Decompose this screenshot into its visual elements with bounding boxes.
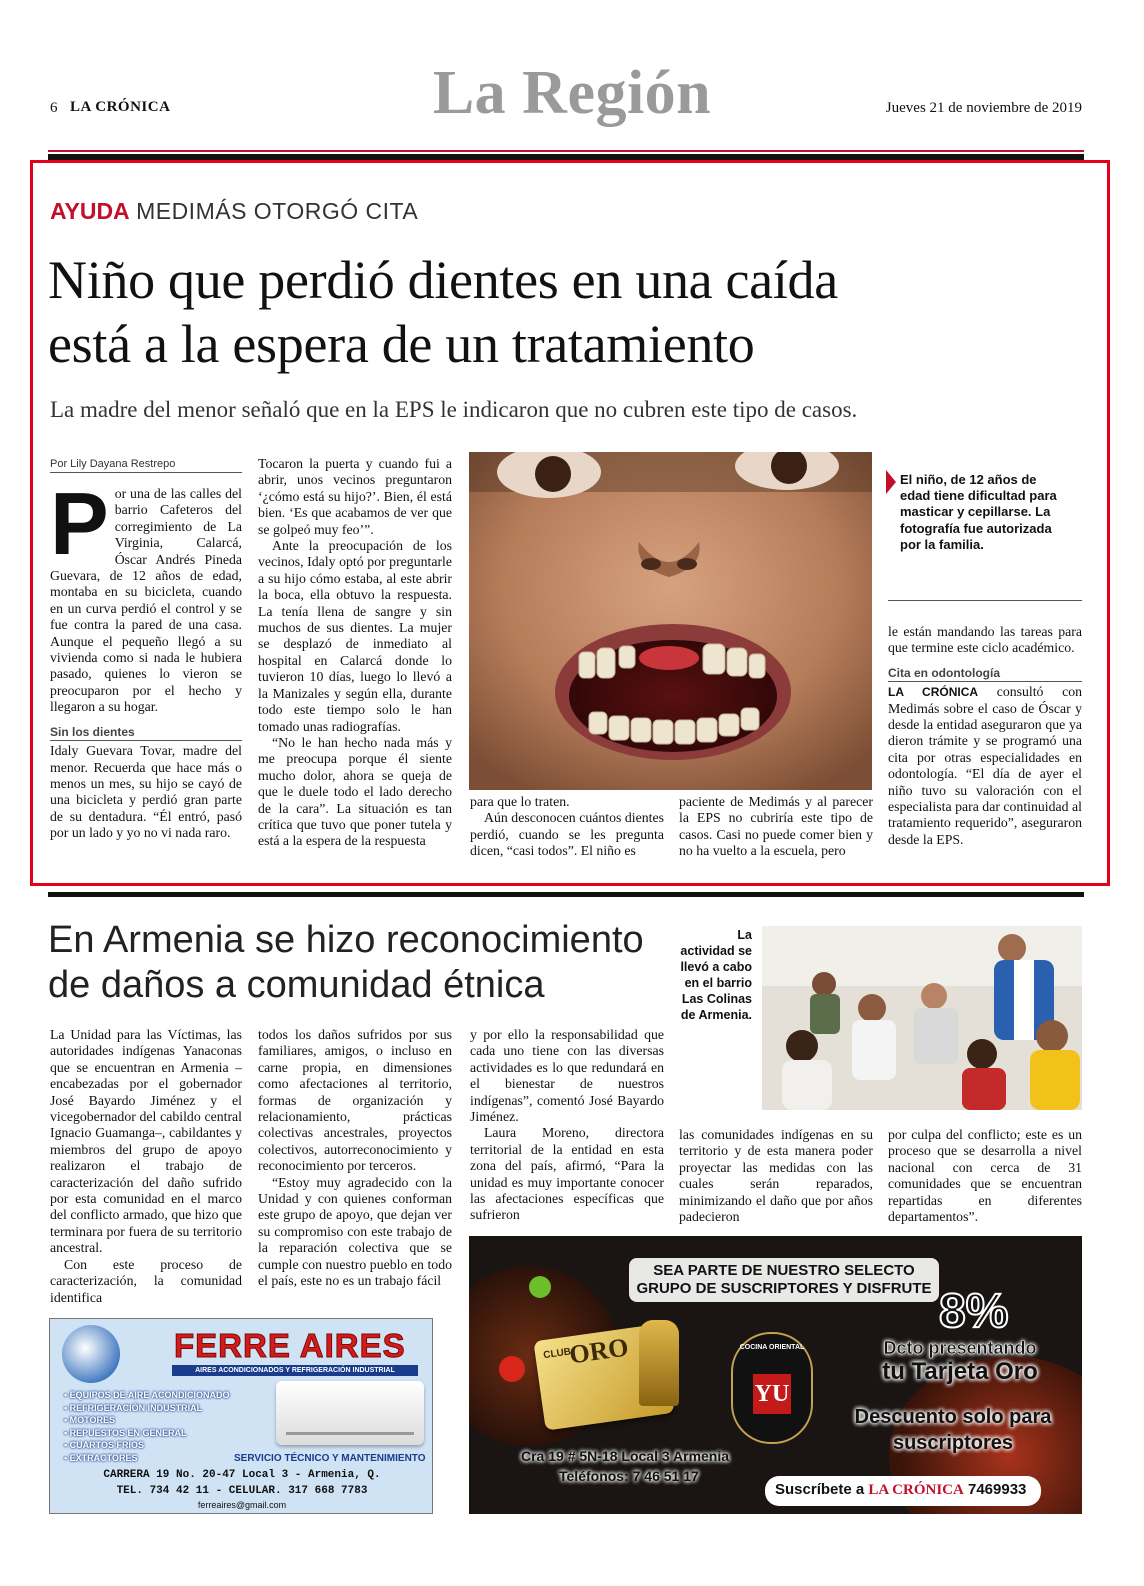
subhead-cita-odontologia: Cita en odontología [888, 665, 1082, 682]
article1-column-3 [470, 794, 664, 860]
ad-address: Cra 19 # 5N-18 Local 3 Armenia [521, 1448, 730, 1464]
paragraph: todos los daños sufridos por sus familiares, amigos, o incluso en carne propia, en dimensiones como afectaciones al territorio, formas de organización y relacionamiento, prácticas colectivas ancestrales, proyectos colectivos, autorreconocimiento y reconocimiento por terceros. [258, 1027, 452, 1174]
paper-name-inline: LA CRÓNICA [888, 685, 979, 700]
ad-ferre-aires[interactable] [49, 1318, 433, 1514]
ad-tagline: AIRES ACONDICIONADOS Y REFRIGERACIÓN INDUSTRIAL [172, 1365, 418, 1376]
list-item: • MOTORES [64, 1415, 115, 1426]
paragraph: Idaly Guevara Tovar, madre del menor. Recuerda que hace más o menos un mes, su hijo se cayó de una bicicleta y perdió gran parte de su dentadura. “Él entró, pasó por un lado y yo no vi nada raro. [50, 743, 242, 841]
article1-headline [48, 248, 1088, 376]
article1-column-1 [50, 474, 242, 842]
child-face-illustration [469, 452, 872, 790]
paragraph [50, 474, 242, 716]
meeting-illustration [762, 926, 1082, 1110]
ad-address: CARRERA 19 No. 20-47 Local 3 - Armenia, Q. [103, 1469, 381, 1481]
caption-divider [888, 600, 1082, 601]
header-rule-black [48, 154, 1084, 160]
byline: Por Lily Dayana Restrepo [50, 458, 242, 473]
ad-tarjeta-oro[interactable] [469, 1236, 1082, 1514]
kicker-text: MEDIMÁS OTORGÓ CITA [136, 198, 419, 224]
headline-line-2: está a la espera de un tratamiento [48, 314, 755, 374]
photo-child-missing-teeth [469, 452, 872, 790]
paragraph: las comunidades indígenas en su territorio y de esta manera poder proyectar las medidas con las cuales serán reparados, minimizando el daño que por años padecieron [679, 1127, 873, 1225]
photo-caption-armenia: La actividad se llevó a cabo en el barrio Las Colinas de Armenia. [680, 928, 752, 1022]
article1-kicker [50, 198, 418, 225]
subscribe-prefix: Suscríbete a [775, 1481, 865, 1498]
paragraph: Tocaron la puerta y cuando fui a abrir, unos vecinos preguntaron ‘¿cómo está su hijo?’. Bien, él está bien. ‘Es que acabamos de ver que se golpeó muy feo’”. [258, 456, 452, 537]
paragraph: Aún desconocen cuántos dientes perdió, cuando se les pregunta dicen, “casi todos”. El niño es [470, 810, 664, 859]
paragraph: paciente de Medimás y al parecer la EPS no cubriría este tipo de casos. Casi no puede comer bien y no ha vuelto a la escuela, pero [679, 794, 873, 859]
ad-phones: Teléfonos: 7 46 51 17 [559, 1468, 699, 1484]
paragraph: “No le han hecho nada más y me preocupa porque él siente mucho dolor, ahora se queja de que le duele todo el lado derecho de la cara”. La situación es tan crítica que tuvo que poner tutela y está a la espera de la respuesta [258, 734, 452, 849]
list-item: • EQUIPOS DE AIRE ACONDICIONADO [64, 1390, 230, 1400]
headline-line-1: Niño que perdió dientes en una caída [48, 250, 838, 310]
discount-line-2: tu Tarjeta Oro [882, 1358, 1038, 1385]
list-item: • REPUESTOS EN GENERAL [64, 1427, 187, 1438]
paragraph: para que lo traten. [470, 794, 570, 809]
trophy-icon [639, 1320, 679, 1406]
photo-caption: El niño, de 12 años de edad tiene dificultad para masticar y cepillarse. La fotografía fue autorizada por la familia. [900, 472, 1057, 552]
discount-percent: 8% [939, 1285, 1009, 1338]
article2-column-3 [470, 1027, 664, 1224]
list-item: • CUARTOS FRIOS [64, 1440, 144, 1451]
headline-line-1: En Armenia se hizo reconocimiento [48, 919, 644, 961]
subhead-sin-los-dientes: Sin los dientes [50, 724, 242, 741]
club-oro-card: CLUB ORO [533, 1323, 674, 1430]
page-number: 6 [50, 100, 58, 116]
section-divider-rule [48, 892, 1084, 897]
paragraph: Con este proceso de caracterización, la comunidad identifica [50, 1256, 242, 1305]
paragraph-text: or una de las calles del barrio Cafeteros del corregimiento de La Virginia, Calarcá, Óscar Andrés Pineda Guevara, de 12 años de edad, montaba en su bicicleta, cuando en un curva perdió el control y se fue contra la pared de una casa. Aunque el pequeño llegó a su vivienda como si nada le hubiera pasado, quienes lo vieron se preocuparon por el hecho y llegaron a su hogar. [50, 486, 242, 715]
paragraph: le están mandando las tareas para que termine este ciclo académico. [888, 624, 1082, 656]
paragraph: y por ello la responsabilidad que cada uno tiene con las diversas actividades es lo que redundará en el bienestar de nuestros indígenas”, comentó José Bayardo Jiménez. [470, 1027, 664, 1125]
paragraph: Ante la preocupación de los vecinos, Idaly optó por preguntarle a su hijo cómo estaba, al este abrir la boca, ella obtuvo la respuesta. La tenía llena de sangre y sin muchos de sus dientes. La mujer se desplazó de inmediato al hospital en Calarcá donde lo tuvieron 10 días, luego lo llevó a la Manizales y según ella, durante todo este tiempo solo le han tomado unas radiografías. [258, 538, 452, 734]
caption-arrow-icon [886, 470, 896, 494]
article2-column-2 [258, 1027, 452, 1290]
restaurant-logo: COCINA ORIENTAL YU [731, 1332, 813, 1444]
ad-headline-box [629, 1258, 939, 1302]
paragraph: La Unidad para las Víctimas, las autoridades indígenas Yanaconas que se encuentran en Armenia –encabezadas por el gobernador José Bayardo Jiménez y el vicegobernador del cabildo central Ignacio Guamanga–, cabildantes y miembros del grupo de apoyo realizaron el trabajo de caracterización del daño sufrido por esta comunidad en el marco del conflicto armado, que hizo que terminara por fuera de su territorio ancestral. [50, 1027, 242, 1256]
ad-service-line: SERVICIO TÉCNICO Y MANTENIMIENTO [234, 1453, 426, 1464]
ad-email[interactable]: ferreaires@gmail.com [197, 1500, 287, 1510]
headline-line-2: de daños a comunidad étnica [48, 964, 545, 1006]
discount-line-1: Dcto presentando [883, 1338, 1037, 1358]
kicker-tag: AYUDA [50, 198, 130, 224]
header-rule-red [48, 150, 1084, 152]
subscribe-brand: LA CRÓNICA [868, 1482, 964, 1498]
subscribe-bar[interactable] [765, 1476, 1041, 1506]
paragraph-text: consultó con Medimás sobre el caso de Óscar y desde la entidad aseguraron que ya dieron trámite y se programó una cita por otras especialidades en odontología. “El día de ayer el niño tuvo su valoración con el especialista para dar continuidad al tratamiento requerido”, aseguraron desde la EPS. [888, 684, 1083, 847]
ad-line-1: SEA PARTE DE NUESTRO SELECTO [653, 1262, 915, 1279]
air-conditioner-icon [276, 1381, 424, 1445]
ad-line-2: GRUPO DE SUSCRIPTORES Y DISFRUTE [636, 1280, 932, 1297]
ad-brand: FERRE AIRES [174, 1327, 406, 1364]
article2-column-1 [50, 1027, 242, 1306]
article1-column-4 [679, 794, 873, 860]
list-item: • REFRIGERACIÓN INDUSTRIAL [64, 1402, 203, 1413]
paragraph [888, 684, 1082, 848]
list-item: • EXTRACTORES [64, 1452, 138, 1463]
chili-icon [499, 1356, 525, 1382]
only-subscribers-line-2: suscriptores [892, 1432, 1014, 1454]
ad-phones: TEL. 734 42 11 - CELULAR. 317 668 7783 [116, 1485, 368, 1497]
subscribe-phone: 7469933 [968, 1481, 1027, 1498]
globe-logo-icon [62, 1325, 120, 1383]
article2-headline [48, 918, 668, 1008]
paragraph: “Estoy muy agradecido con la Unidad y con quienes conforman este grupo de apoyo, que dejan ver su compromiso con este trabajo de la reparación colectiva que se cumple con nuestro pueblo en todo el país, este no es un trabajo fácil [258, 1174, 452, 1289]
issue-date: Jueves 21 de noviembre de 2019 [885, 100, 1082, 116]
pepper-slice-icon [529, 1276, 551, 1298]
article2-column-5 [888, 1127, 1082, 1225]
article2-column-4 [679, 1127, 873, 1225]
article1-dek: La madre del menor señaló que en la EPS le indicaron que no cubren este tipo de casos. [50, 397, 858, 422]
only-subscribers-line-1: Descuento solo para [854, 1406, 1052, 1428]
paragraph: Laura Moreno, directora territorial de la entidad en esta zona del país, afirmó, “Para la unidad es muy importante conocer las afectaciones específicas que sufrieron [470, 1125, 664, 1223]
paper-name: LA CRÓNICA [70, 99, 171, 115]
paragraph: por culpa del conflicto; este es un proceso que se desarrolla a nivel nacional con cerca de 31 comunidades que se encuentran repartidas en diferentes departamentos”. [888, 1127, 1082, 1225]
section-title: La Región [432, 59, 712, 127]
article1-column-2 [258, 456, 452, 850]
article1-column-5 [888, 624, 1082, 848]
ad-services-list [64, 1389, 230, 1465]
photo-community-meeting [762, 926, 1082, 1110]
drop-cap: P [50, 474, 109, 573]
